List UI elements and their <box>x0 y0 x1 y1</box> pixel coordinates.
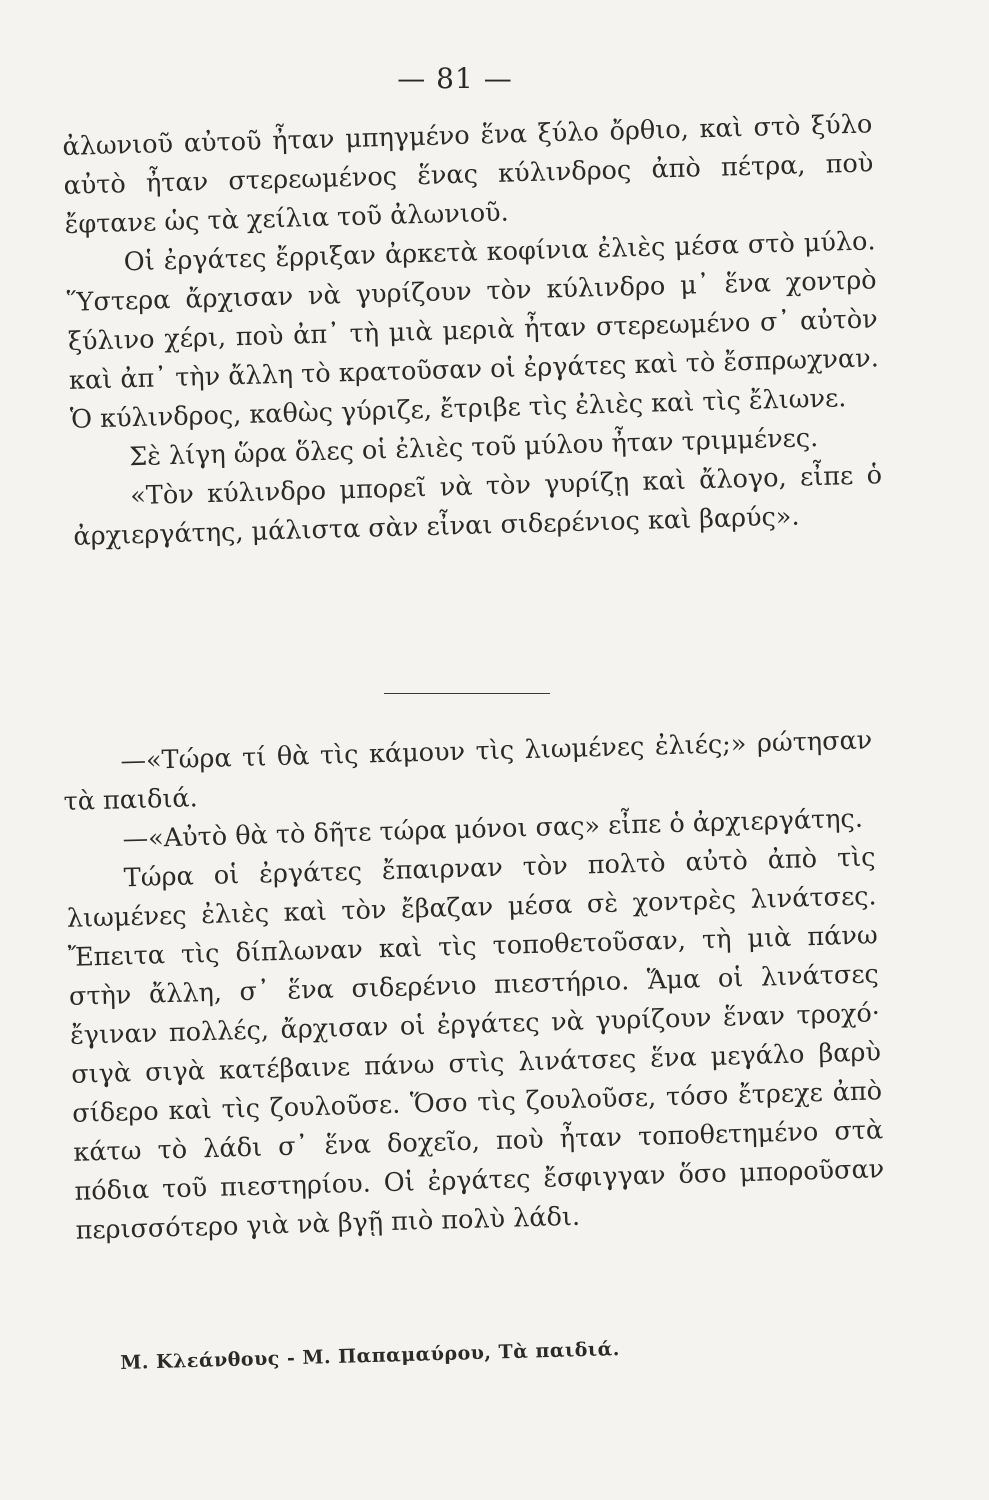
section-divider <box>384 693 550 694</box>
paragraph: Οἱ ἐργάτες ἔρριξαν ἀρκετὰ κοφίνια ἐλιὲς μέσα στὸ μύλο. Ὕστερα ἄρχισαν νὰ γυρίζουν τὸν κύλινδρο μ᾽ ἕνα χοντρὸ ξύλινο χέρι, ποὺ ἀπ᾽ τὴ μιὰ μεριὰ ἦταν στερεωμένο σ᾽ αὐτὸν καὶ ἀπ᾽ τὴν ἄλλη τὸ κρατοῦσαν οἱ ἐργάτες καὶ τὸ ἔσπρωχναν. Ὁ κύλινδρος, καθὼς γύριζε, ἔτριβε τὶς ἐλιὲς καὶ τὶς ἔλιωνε. <box>66 226 880 435</box>
text-section-1 <box>62 105 884 556</box>
paragraph: —«Αὐτὸ θὰ τὸ δῆτε τώρα μόνοι σας» εἶπε ὁ ἀρχιεργάτης. <box>122 803 864 855</box>
paragraph: Τώρα οἱ ἐργάτες ἔπαιρναν τὸν πολτὸ αὐτὸ ἀπὸ τὶς λιωμένες ἐλιὲς καὶ τὸν ἔβαζαν μέσα σὲ χοντρὲς λινάτσες. Ἔπειτα τὶς δίπλωναν καὶ τὶς τοποθετοῦσαν, τὴ μιὰ πάνω στὴν ἄλλη, σ᾽ ἕνα σιδερένιο πιεστήριο. Ἅμα οἱ λινάτσες ἔγιναν πολλές, ἄρχισαν οἱ ἐργάτες νὰ γυρίζουν ἕναν τροχό· σιγὰ σιγὰ κατέβαινε πάνω στὶς λινάτσες ἕνα μεγάλο βαρὺ σίδερο καὶ τὶς ζουλοῦσε. Ὅσο τὶς ζουλοῦσε, τόσο ἔτρεχε ἀπὸ κάτω τὸ λάδι σ᾽ ἕνα δοχεῖο, ποὺ ἦταν τοποθετημένο στὰ πόδια τοῦ πιεστηρίου. Οἱ ἐργάτες ἔσφιγγαν ὅσο μποροῦσαν περισσότερο γιὰ νὰ βγῇ πιὸ πολὺ λάδι. <box>66 842 885 1246</box>
paragraph: ἀλωνιοῦ αὐτοῦ ἦταν μπηγμένο ἕνα ξύλο ὄρθιο, καὶ στὸ ξύλο αὐτὸ ἦταν στερεωμένος ἕνας κύλινδρος ἀπὸ πέτρα, ποὺ ἔφτανε ὡς τὰ χείλια τοῦ ἀλωνιοῦ. <box>62 109 874 240</box>
book-footer-signature: Μ. Κλεάνθους - Μ. Παπαμαύρου, Τὰ παιδιά. <box>120 1338 621 1374</box>
paragraph: «Τὸν κύλινδρο μπορεῖ νὰ τὸν γυρίζῃ καὶ ἄλογο, εἶπε ὁ ἀρχιεργάτης, μάλιστα σὰν εἶναι σιδερένιος καὶ βαρύς». <box>73 460 883 552</box>
text-section-2 <box>62 721 886 1250</box>
page-number: — 81 — <box>397 62 513 95</box>
paragraph: Σὲ λίγη ὥρα ὅλες οἱ ἐλιὲς τοῦ μύλου ἦταν τριμμένες. <box>128 423 819 473</box>
paragraph: —«Τώρα τί θὰ τὶς κάμουν τὶς λιωμένες ἐλιές;» ρώτησαν τὰ παιδιά. <box>63 725 873 817</box>
